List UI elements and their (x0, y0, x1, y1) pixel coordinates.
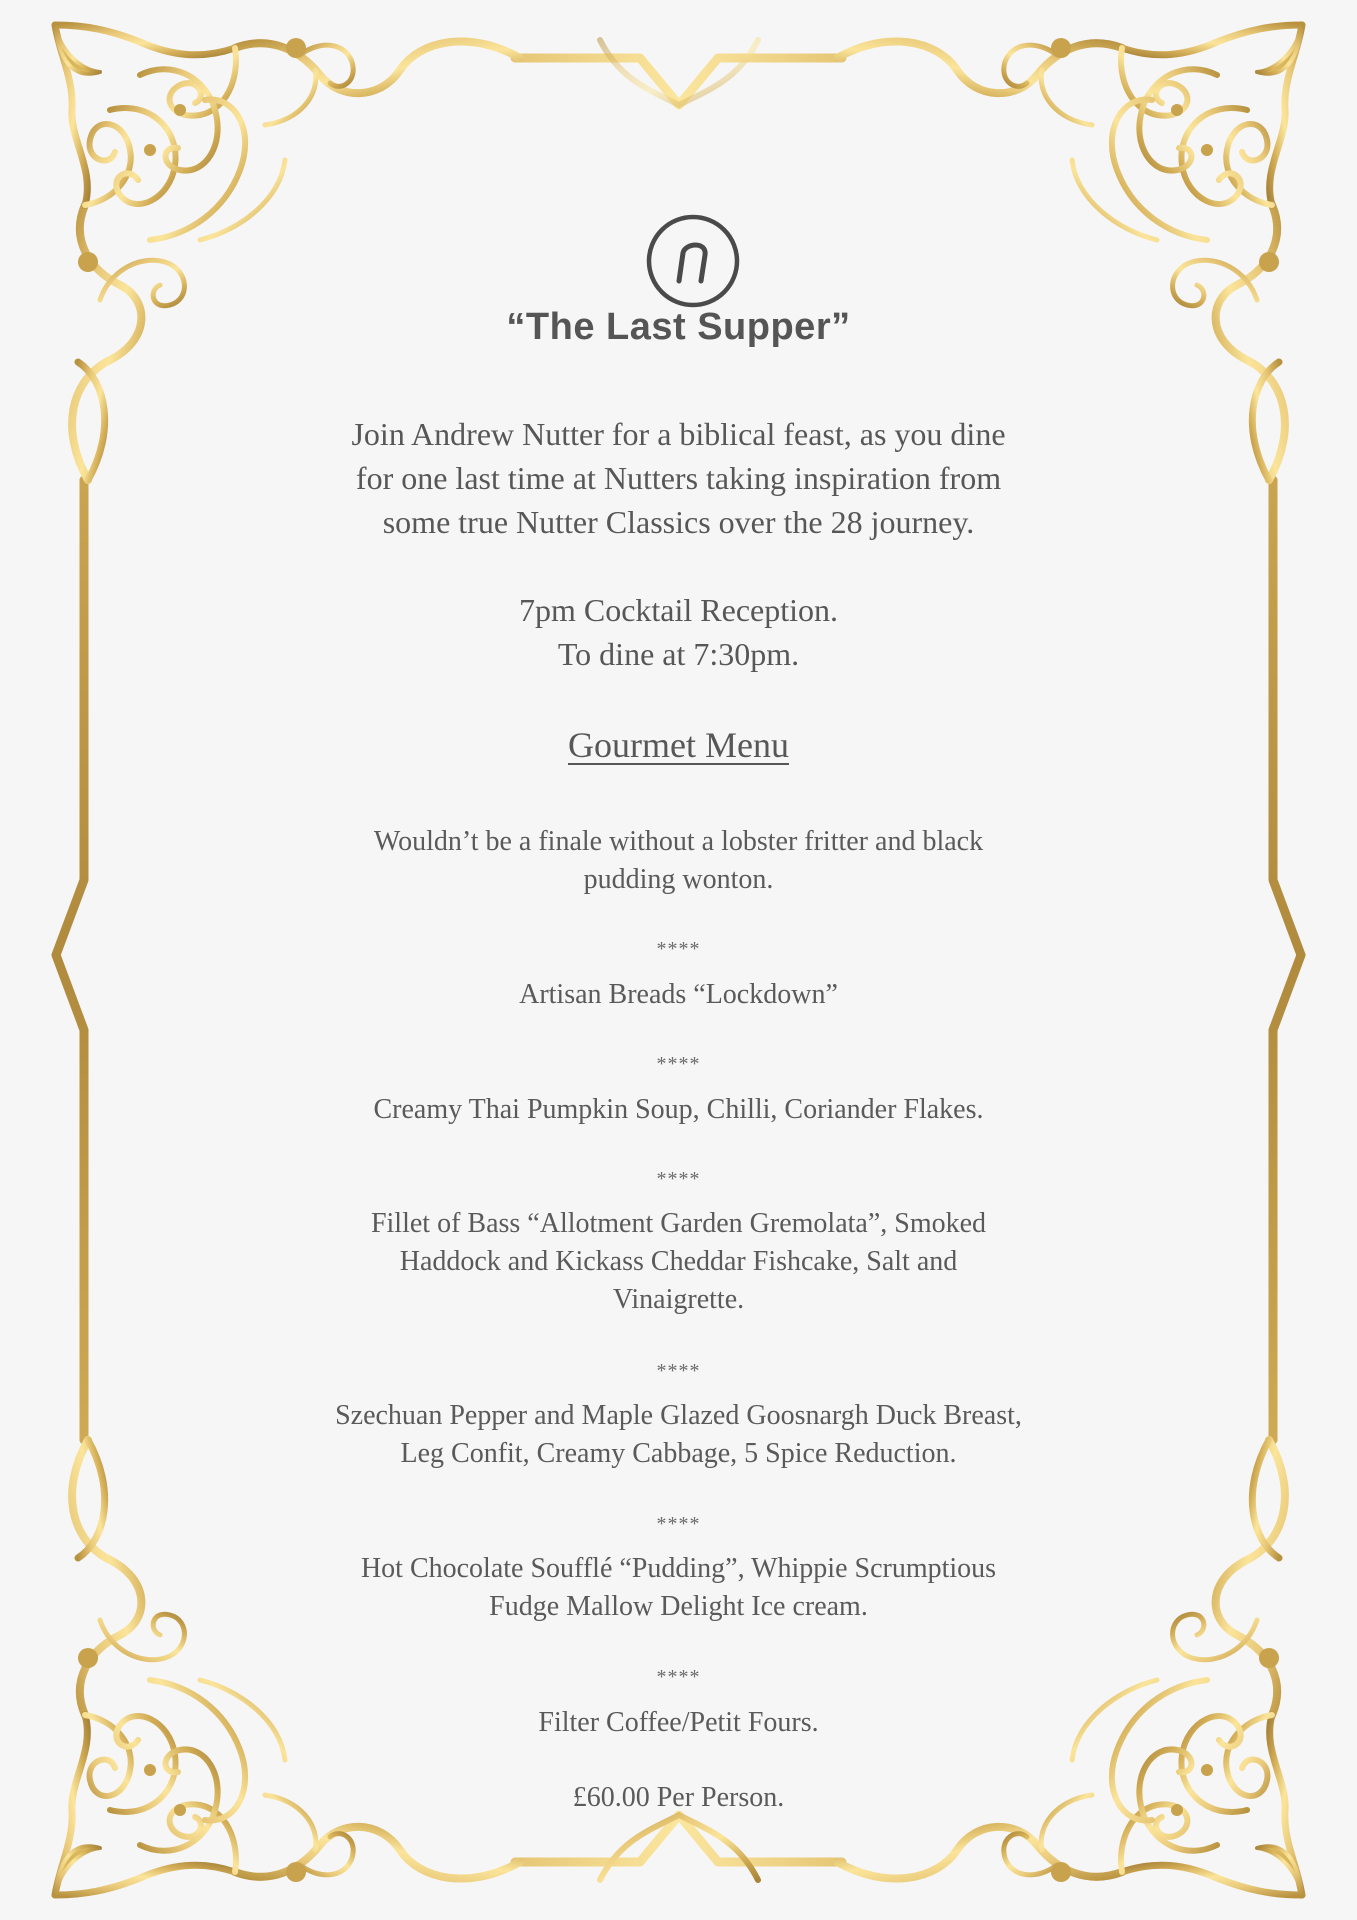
menu-heading: Gourmet Menu (568, 725, 789, 765)
menu-course (0, 976, 1357, 1014)
course-separator: **** (656, 1360, 701, 1382)
course-line: Creamy Thai Pumpkin Soup, Chilli, Coriander Flakes. (373, 1094, 984, 1125)
course-separator: **** (656, 1666, 701, 1688)
menu-course (0, 1550, 1357, 1626)
intro-line: for one last time at Nutters taking inspiration from (355, 460, 1002, 496)
menu-course (0, 1205, 1357, 1319)
course-line: pudding wonton. (583, 864, 774, 895)
menu-course (0, 823, 1357, 899)
menu-course (0, 1704, 1357, 1742)
intro-line: some true Nutter Classics over the 28 journey. (382, 504, 975, 540)
course-separator: **** (656, 938, 701, 960)
course-line: Haddock and Kickass Cheddar Fishcake, Salt and (399, 1246, 958, 1277)
dining-time: To dine at 7:30pm. (557, 636, 800, 672)
menu-course (0, 1397, 1357, 1473)
course-line: Fillet of Bass “Allotment Garden Gremolata”, Smoked (370, 1208, 987, 1239)
course-line: Hot Chocolate Soufflé “Pudding”, Whippie Scrumptious (360, 1553, 997, 1584)
reception-time: 7pm Cocktail Reception. (518, 592, 839, 628)
course-line: Filter Coffee/Petit Fours. (538, 1707, 819, 1738)
course-separator: **** (656, 1513, 701, 1535)
course-line: Artisan Breads “Lockdown” (519, 979, 838, 1010)
course-line: Szechuan Pepper and Maple Glazed Goosnargh Duck Breast, (335, 1400, 1022, 1431)
course-line: Wouldn’t be a finale without a lobster fritter and black (373, 826, 984, 857)
course-line: Fudge Mallow Delight Ice cream. (489, 1591, 868, 1622)
course-line: Leg Confit, Creamy Cabbage, 5 Spice Reduction. (400, 1438, 957, 1469)
menu-course (0, 1091, 1357, 1129)
page-title: “The Last Supper” (506, 306, 851, 348)
nutters-logo-icon (645, 213, 741, 309)
price-per-person: £60.00 Per Person. (572, 1782, 785, 1813)
course-line: Vinaigrette. (612, 1284, 745, 1315)
course-separator: **** (656, 1168, 701, 1190)
intro-paragraph (0, 412, 1357, 544)
event-times (0, 588, 1357, 676)
course-separator: **** (656, 1053, 701, 1075)
intro-line: Join Andrew Nutter for a biblical feast, as you dine (351, 416, 1006, 452)
